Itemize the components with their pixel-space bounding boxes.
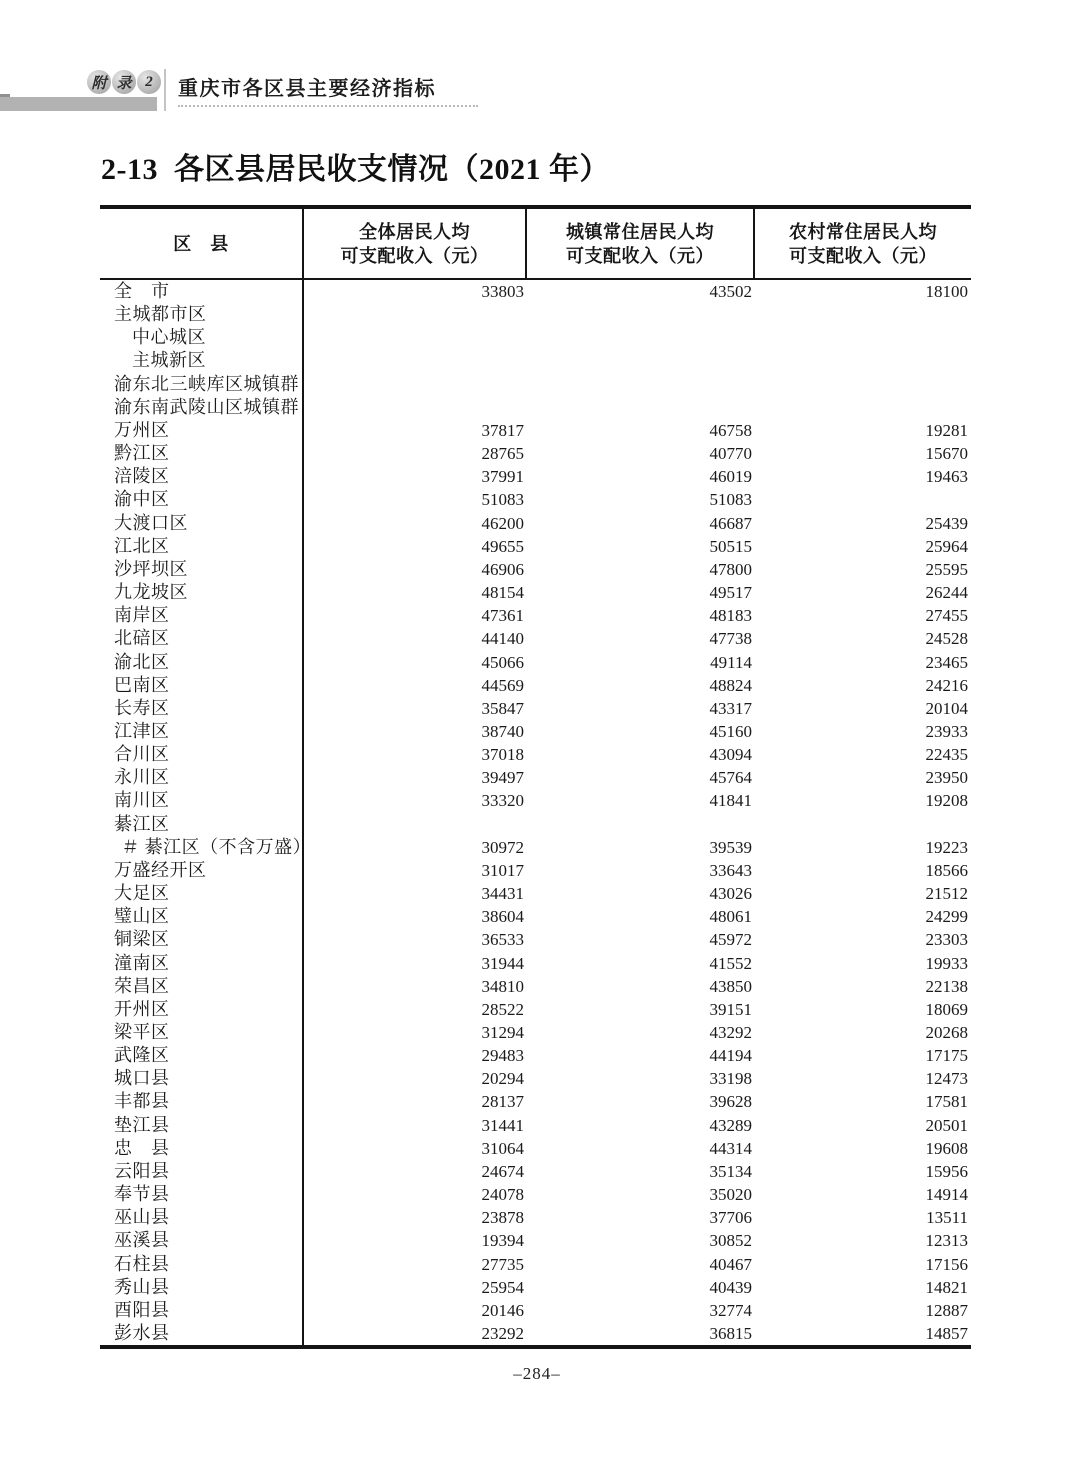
row-label: 大足区	[100, 882, 304, 905]
table-row	[100, 1206, 971, 1229]
cell-overall-income: 37991	[481, 467, 524, 487]
table-row	[100, 627, 971, 650]
dotted-underline	[178, 105, 478, 107]
column-header-line: 可支配收入（元）	[566, 245, 714, 266]
cell-rural-income: 23950	[925, 768, 968, 788]
cell-urban-income: 43026	[709, 884, 752, 904]
cell-overall-income: 38604	[481, 907, 524, 927]
cell-rural-income: 19208	[925, 791, 968, 811]
cell-rural-income: 21512	[925, 884, 968, 904]
table-row	[100, 1229, 971, 1252]
badge-circle-3: 2	[137, 70, 161, 94]
cell-urban-income: 33643	[709, 860, 752, 880]
row-label: 綦江区	[100, 813, 304, 836]
cell-urban-income: 46019	[709, 467, 752, 487]
row-label: 铜梁区	[100, 928, 304, 951]
table-row	[100, 766, 971, 789]
cell-overall-income	[304, 326, 527, 349]
cell-overall-income: 33320	[481, 791, 524, 811]
cell-urban-income: 44314	[709, 1138, 752, 1158]
cell-rural-income: 25964	[925, 536, 968, 556]
row-label: 沙坪坝区	[100, 558, 304, 581]
cell-rural-income: 25595	[925, 559, 968, 579]
cell-urban-income	[527, 349, 755, 372]
cell-urban-income: 39151	[709, 999, 752, 1019]
cell-rural-income	[755, 813, 971, 836]
cell-rural-income: 19223	[925, 837, 968, 857]
row-label: 主城都市区	[100, 303, 304, 326]
cell-overall-income: 24078	[481, 1185, 524, 1205]
cell-urban-income: 36815	[709, 1324, 752, 1344]
cell-overall-income: 34431	[481, 884, 524, 904]
row-label: 全 市	[100, 280, 304, 303]
cell-rural-income: 24216	[925, 675, 968, 695]
table-row	[100, 1253, 971, 1276]
row-label: 江北区	[100, 535, 304, 558]
table-row	[100, 512, 971, 535]
table-row	[100, 465, 971, 488]
cell-overall-income: 23878	[481, 1208, 524, 1228]
cell-overall-income: 36533	[481, 930, 524, 950]
cell-urban-income	[527, 396, 755, 419]
table-row	[100, 280, 971, 303]
cell-rural-income	[755, 326, 971, 349]
table-row	[100, 998, 971, 1021]
row-label: 南川区	[100, 789, 304, 812]
table-row	[100, 928, 971, 951]
table-row	[100, 882, 971, 905]
table-row	[100, 1276, 971, 1299]
cell-overall-income: 48154	[481, 583, 524, 603]
row-label: 璧山区	[100, 905, 304, 928]
cell-rural-income: 18566	[925, 860, 968, 880]
row-label: 渝北区	[100, 651, 304, 674]
cell-urban-income: 43850	[709, 976, 752, 996]
appendix-badge	[87, 70, 161, 94]
page-number: –284–	[513, 1364, 561, 1383]
row-label: 黔江区	[100, 442, 304, 465]
cell-overall-income: 35847	[481, 698, 524, 718]
cell-rural-income: 14914	[925, 1185, 968, 1205]
row-label: 彭水县	[100, 1322, 304, 1345]
row-label: 大渡口区	[100, 512, 304, 535]
column-header-region: 区 县	[100, 209, 304, 278]
cell-rural-income: 26244	[925, 583, 968, 603]
cell-overall-income: 31017	[481, 860, 524, 880]
cell-urban-income: 41841	[709, 791, 752, 811]
cell-urban-income: 40770	[709, 444, 752, 464]
row-label: 江津区	[100, 720, 304, 743]
table-row	[100, 558, 971, 581]
cell-urban-income: 49517	[709, 583, 752, 603]
column-header-overall	[304, 209, 527, 278]
table-row	[100, 535, 971, 558]
column-header-urban	[527, 209, 755, 278]
cell-rural-income	[755, 488, 971, 511]
row-label: 奉节县	[100, 1183, 304, 1206]
cell-urban-income: 40439	[709, 1277, 752, 1297]
cell-overall-income: 34810	[481, 976, 524, 996]
table-row	[100, 789, 971, 812]
cell-overall-income	[304, 349, 527, 372]
cell-overall-income: 31294	[481, 1023, 524, 1042]
cell-overall-income: 30972	[481, 837, 524, 857]
table-row	[100, 743, 971, 766]
row-label: 万盛经开区	[100, 859, 304, 882]
cell-rural-income: 14857	[925, 1324, 968, 1344]
table-body	[100, 280, 971, 1345]
cell-overall-income: 31441	[481, 1115, 524, 1135]
row-label: 巫山县	[100, 1206, 304, 1229]
cell-overall-income	[304, 813, 527, 836]
cell-overall-income: 28137	[481, 1092, 524, 1112]
row-label: 渝东南武陵山区城镇群	[100, 396, 304, 419]
table-row	[100, 859, 971, 882]
table-row	[100, 1090, 971, 1113]
table-row	[100, 1114, 971, 1137]
table-row	[100, 1183, 971, 1206]
cell-overall-income: 46906	[481, 559, 524, 579]
cell-urban-income: 32774	[709, 1300, 752, 1320]
cell-rural-income: 15956	[925, 1161, 968, 1181]
cell-rural-income: 23933	[925, 721, 968, 741]
cell-overall-income: 31064	[481, 1138, 524, 1158]
table-row	[100, 419, 971, 442]
cell-rural-income: 22138	[925, 976, 968, 996]
cell-overall-income: 24674	[481, 1161, 524, 1181]
cell-overall-income: 29483	[481, 1046, 524, 1066]
row-label: 主城新区	[100, 349, 304, 372]
page-title: 2-13 各区县居民收支情况（2021 年）	[101, 153, 610, 186]
badge-circle-1: 附	[87, 70, 111, 94]
table-row	[100, 303, 971, 326]
cell-rural-income: 18100	[925, 282, 968, 301]
cell-overall-income: 45066	[481, 652, 524, 672]
row-label: 巫溪县	[100, 1229, 304, 1252]
decorative-bar	[0, 97, 157, 111]
table-row	[100, 349, 971, 372]
cell-overall-income: 37817	[481, 420, 524, 440]
cell-urban-income: 43502	[709, 282, 752, 301]
cell-urban-income: 43292	[709, 1023, 752, 1042]
cell-rural-income: 23465	[925, 652, 968, 672]
table-row	[100, 1137, 971, 1160]
cell-overall-income: 46200	[481, 513, 524, 533]
cell-overall-income: 33803	[481, 282, 524, 301]
cell-urban-income: 35134	[709, 1161, 752, 1181]
cell-urban-income: 30852	[709, 1231, 752, 1251]
cell-overall-income: 23292	[481, 1324, 524, 1344]
table-row	[100, 581, 971, 604]
cell-urban-income: 43289	[709, 1115, 752, 1135]
row-label: 城口县	[100, 1067, 304, 1090]
cell-rural-income: 24299	[925, 907, 968, 927]
table-row	[100, 836, 971, 859]
cell-urban-income: 45972	[709, 930, 752, 950]
cell-rural-income: 27455	[925, 606, 968, 626]
table-row	[100, 373, 971, 396]
cell-rural-income: 14821	[925, 1277, 968, 1297]
cell-urban-income	[527, 373, 755, 396]
table-row	[100, 1299, 971, 1322]
row-label: 梁平区	[100, 1021, 304, 1044]
cell-rural-income: 20268	[925, 1023, 968, 1042]
cell-rural-income: 24528	[925, 629, 968, 649]
row-label: 丰都县	[100, 1090, 304, 1113]
table-row	[100, 1067, 971, 1090]
cell-rural-income: 17581	[925, 1092, 968, 1112]
section-title: 重庆市各区县主要经济指标	[178, 78, 436, 100]
row-label: 九龙坡区	[100, 581, 304, 604]
cell-overall-income: 28765	[481, 444, 524, 464]
table-row	[100, 697, 971, 720]
row-label: ＃ 綦江区（不含万盛）	[100, 836, 304, 859]
table-row	[100, 1021, 971, 1044]
cell-rural-income: 20501	[925, 1115, 968, 1135]
table-row	[100, 905, 971, 928]
row-label: 南岸区	[100, 604, 304, 627]
cell-urban-income	[527, 813, 755, 836]
column-header-rural	[755, 209, 971, 278]
cell-overall-income: 31944	[481, 953, 524, 973]
table-row	[100, 1160, 971, 1183]
table-row	[100, 604, 971, 627]
header-divider	[164, 69, 166, 111]
column-header-line: 城镇常住居民人均	[566, 221, 714, 242]
cell-overall-income: 49655	[481, 536, 524, 556]
cell-urban-income	[527, 303, 755, 326]
cell-rural-income: 12313	[925, 1231, 968, 1251]
cell-rural-income: 13511	[926, 1208, 968, 1228]
cell-overall-income: 37018	[481, 745, 524, 765]
cell-rural-income: 19933	[925, 953, 968, 973]
cell-urban-income: 45764	[709, 768, 752, 788]
row-label: 云阳县	[100, 1160, 304, 1183]
cell-urban-income: 50515	[709, 536, 752, 556]
table-row	[100, 396, 971, 419]
cell-overall-income: 20146	[481, 1300, 524, 1320]
cell-rural-income: 17156	[925, 1254, 968, 1274]
cell-rural-income: 12473	[925, 1069, 968, 1089]
cell-urban-income: 37706	[709, 1208, 752, 1228]
column-header-line: 全体居民人均	[359, 221, 470, 242]
cell-overall-income: 47361	[481, 606, 524, 626]
cell-overall-income: 39497	[481, 768, 524, 788]
table-row	[100, 813, 971, 836]
row-label: 石柱县	[100, 1253, 304, 1276]
cell-rural-income: 20104	[925, 698, 968, 718]
table-row	[100, 1322, 971, 1345]
row-label: 长寿区	[100, 697, 304, 720]
table-row	[100, 488, 971, 511]
cell-urban-income: 47738	[709, 629, 752, 649]
row-label: 垫江县	[100, 1114, 304, 1137]
row-label: 渝东北三峡库区城镇群	[100, 373, 304, 396]
cell-rural-income: 19608	[925, 1138, 968, 1158]
column-header-line: 可支配收入（元）	[789, 245, 937, 266]
table-header-row	[100, 209, 971, 280]
cell-overall-income: 44569	[481, 675, 524, 695]
cell-urban-income: 48824	[709, 675, 752, 695]
cell-rural-income: 17175	[925, 1046, 968, 1066]
column-header-line: 农村常住居民人均	[789, 221, 937, 242]
table-row	[100, 1044, 971, 1067]
badge-circle-2: 录	[112, 70, 136, 94]
cell-overall-income	[304, 396, 527, 419]
cell-urban-income: 39628	[709, 1092, 752, 1112]
cell-overall-income: 28522	[481, 999, 524, 1019]
row-label: 中心城区	[100, 326, 304, 349]
cell-rural-income: 23303	[925, 930, 968, 950]
row-label: 渝中区	[100, 488, 304, 511]
cell-urban-income: 46687	[709, 513, 752, 533]
cell-overall-income: 51083	[481, 490, 524, 510]
cell-urban-income: 44194	[709, 1046, 752, 1066]
cell-urban-income: 51083	[709, 490, 752, 510]
cell-rural-income	[755, 303, 971, 326]
cell-overall-income	[304, 373, 527, 396]
cell-urban-income: 41552	[709, 953, 752, 973]
row-label: 武隆区	[100, 1044, 304, 1067]
cell-overall-income: 19394	[481, 1231, 524, 1251]
row-label: 酉阳县	[100, 1299, 304, 1322]
cell-urban-income: 33198	[709, 1069, 752, 1089]
cell-urban-income: 48061	[709, 907, 752, 927]
cell-urban-income: 39539	[709, 837, 752, 857]
cell-overall-income: 38740	[481, 721, 524, 741]
row-label: 北碚区	[100, 627, 304, 650]
cell-rural-income: 19281	[925, 420, 968, 440]
column-header-line: 可支配收入（元）	[340, 245, 489, 266]
cell-overall-income: 20294	[481, 1069, 524, 1089]
row-label: 涪陵区	[100, 465, 304, 488]
cell-urban-income: 35020	[709, 1185, 752, 1205]
row-label: 忠 县	[100, 1137, 304, 1160]
cell-urban-income: 43317	[709, 698, 752, 718]
cell-urban-income: 48183	[709, 606, 752, 626]
cell-overall-income: 44140	[481, 629, 524, 649]
cell-rural-income: 15670	[925, 444, 968, 464]
row-label: 秀山县	[100, 1276, 304, 1299]
cell-rural-income: 22435	[925, 745, 968, 765]
cell-overall-income	[304, 303, 527, 326]
table-row	[100, 442, 971, 465]
row-label: 开州区	[100, 998, 304, 1021]
income-table	[100, 205, 971, 1349]
row-label: 合川区	[100, 743, 304, 766]
table-row	[100, 674, 971, 697]
cell-rural-income	[755, 373, 971, 396]
row-label: 万州区	[100, 419, 304, 442]
cell-rural-income: 19463	[925, 467, 968, 487]
cell-urban-income: 49114	[710, 652, 752, 672]
cell-rural-income: 25439	[925, 513, 968, 533]
cell-urban-income	[527, 326, 755, 349]
cell-rural-income: 12887	[925, 1300, 968, 1320]
cell-rural-income: 18069	[925, 999, 968, 1019]
row-label: 永川区	[100, 766, 304, 789]
cell-urban-income: 43094	[709, 745, 752, 765]
cell-rural-income	[755, 349, 971, 372]
table-row	[100, 651, 971, 674]
cell-urban-income: 40467	[709, 1254, 752, 1274]
row-label: 荣昌区	[100, 975, 304, 998]
table-row	[100, 720, 971, 743]
cell-rural-income	[755, 396, 971, 419]
table-row	[100, 975, 971, 998]
cell-overall-income: 27735	[481, 1254, 524, 1274]
row-label: 巴南区	[100, 674, 304, 697]
cell-urban-income: 45160	[709, 721, 752, 741]
cell-urban-income: 46758	[709, 420, 752, 440]
cell-urban-income: 47800	[709, 559, 752, 579]
table-row	[100, 326, 971, 349]
table-row	[100, 952, 971, 975]
cell-overall-income: 25954	[481, 1277, 524, 1297]
row-label: 潼南区	[100, 952, 304, 975]
